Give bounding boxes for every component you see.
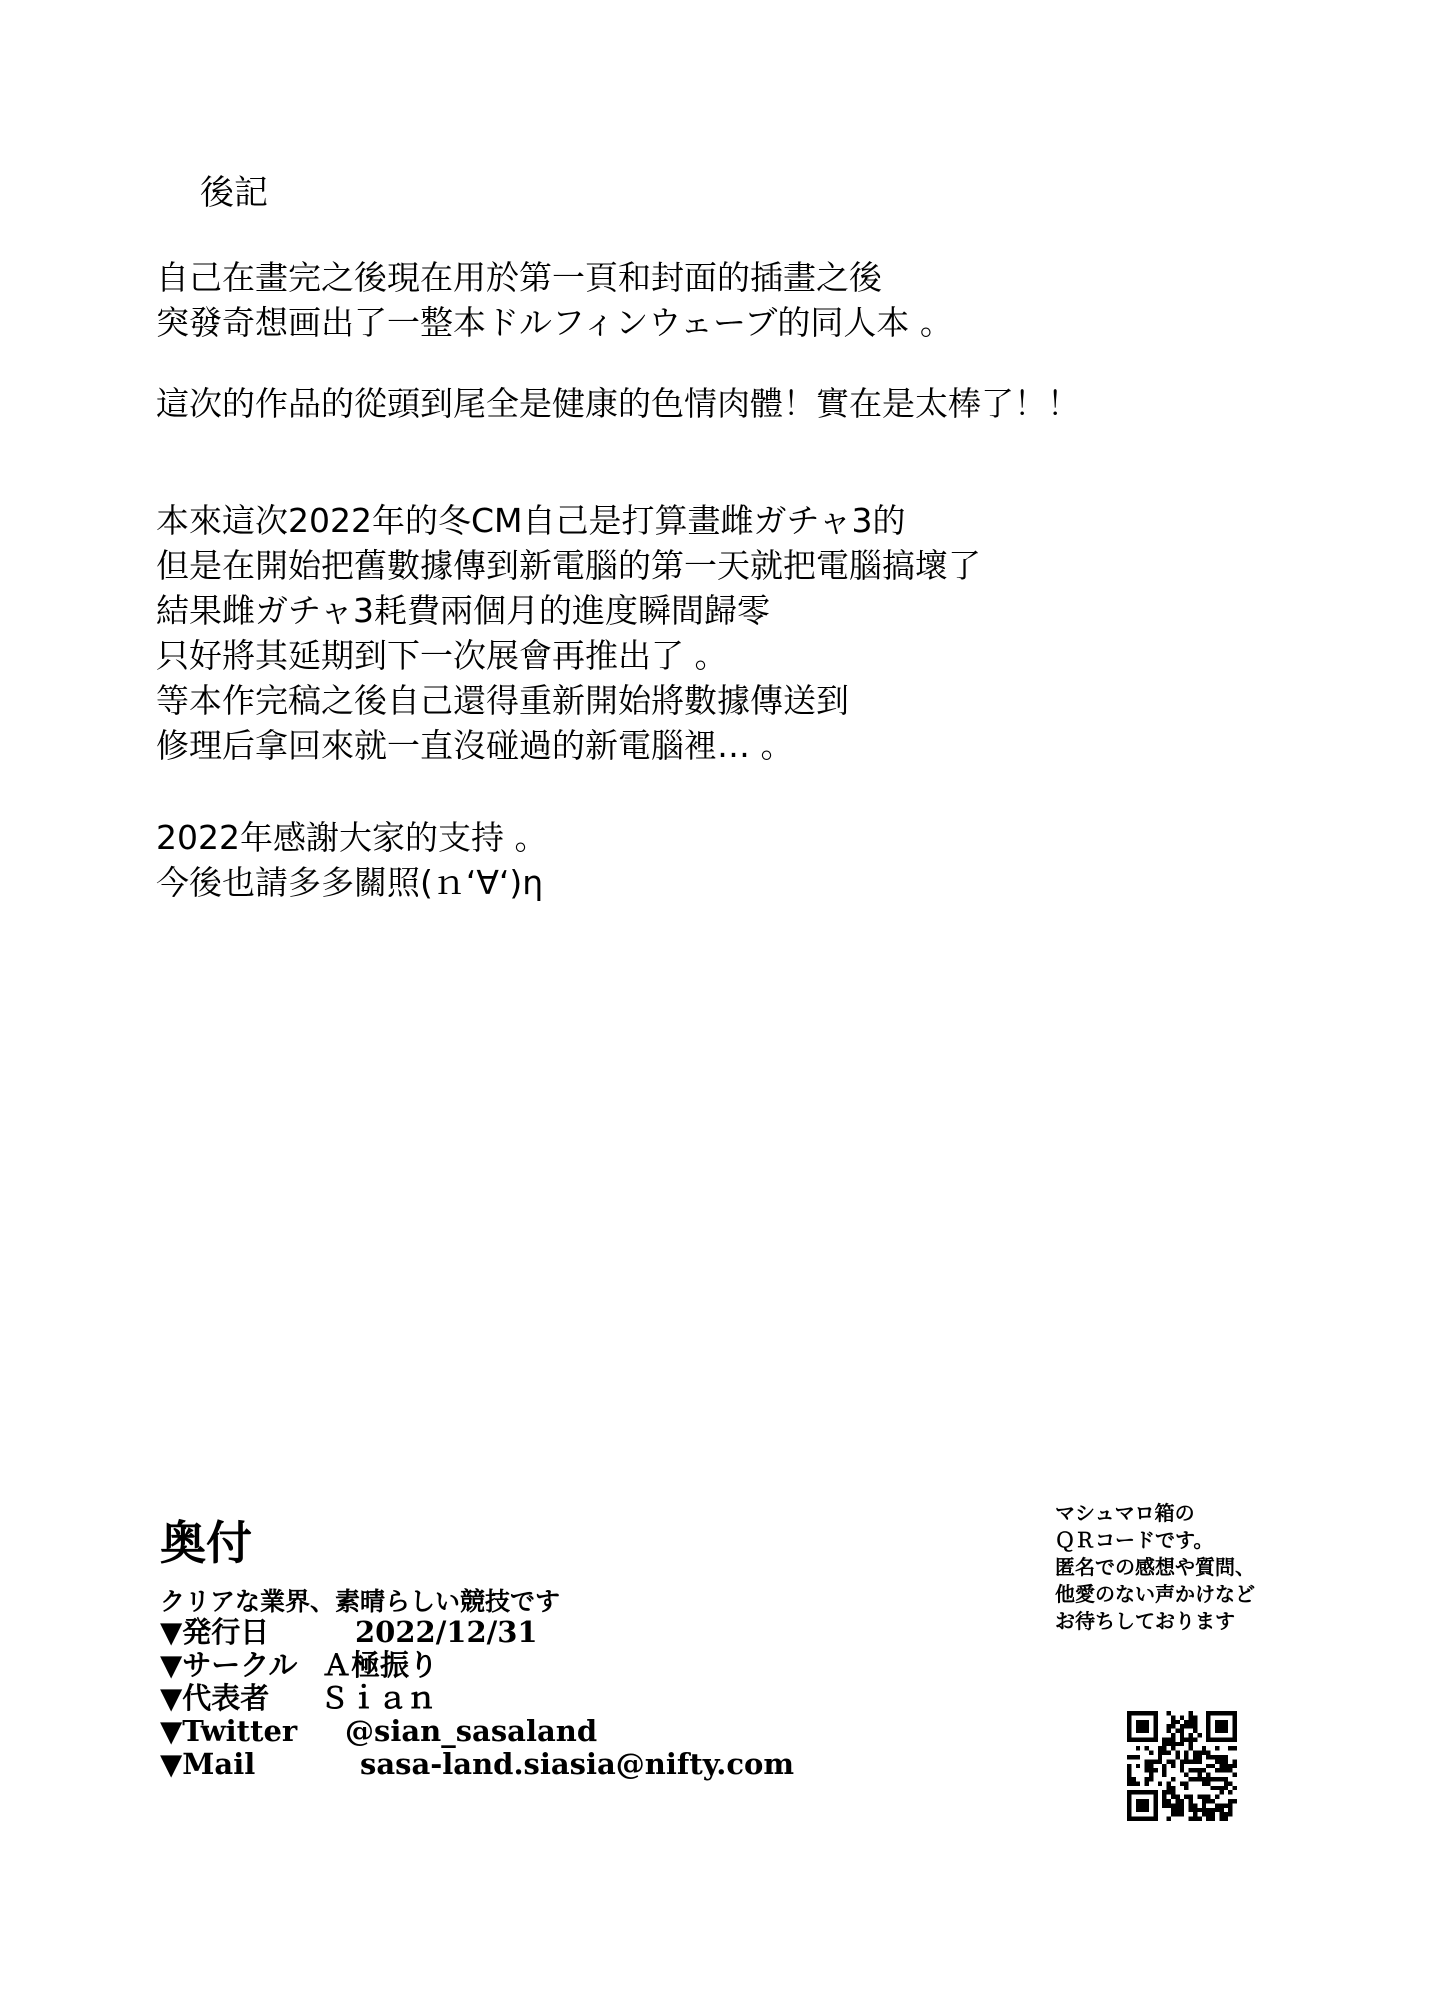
note-line: 匿名での感想や質問、: [1055, 1555, 1255, 1579]
colophon-label: ▼Twitter: [160, 1714, 298, 1748]
afterword-heading: 後記: [200, 173, 268, 213]
afterword-line: 這次的作品的從頭到尾全是健康的色情肉體！實在是太棒了！！: [156, 384, 1080, 423]
note-line: マシュマロ箱の: [1055, 1501, 1195, 1525]
note-line: ＱＲコードです。: [1055, 1528, 1214, 1552]
note-line: お待ちしております: [1055, 1609, 1235, 1633]
qr-code-graphic: [1127, 1711, 1237, 1821]
afterword-paragraph-4: [156, 815, 547, 905]
colophon-label: ▼代表者: [160, 1681, 270, 1715]
afterword-line: 修理后拿回來就一直沒碰過的新電腦裡… 。: [156, 726, 794, 765]
colophon-title: 奥付: [160, 1516, 252, 1570]
colophon-book-title: クリアな業界、素晴らしい競技です: [160, 1587, 561, 1616]
afterword-line: 只好將其延期到下一次展會再推出了 。: [156, 636, 728, 675]
afterword-line: 但是在開始把舊數據傳到新電腦的第一天就把電腦搞壞了: [156, 546, 981, 585]
afterword-paragraph-2: [156, 381, 1080, 426]
colophon-label: ▼発行日: [160, 1615, 270, 1649]
colophon-label: ▼Mail: [160, 1747, 256, 1781]
afterword-paragraph-3: [156, 498, 981, 768]
note-line: 他愛のない声かけなど: [1055, 1582, 1255, 1606]
afterword-line: 今後也請多多關照(ｎ‘∀‘)η: [156, 863, 544, 902]
afterword-line: 本來這次2022年的冬CM自己是打算畫雌ガチャ3的: [156, 501, 906, 540]
afterword-paragraph-1: [156, 255, 953, 345]
afterword-line: 結果雌ガチャ3耗費兩個月的進度瞬間歸零: [156, 591, 771, 630]
afterword-line: 突發奇想画出了一整本ドルフィンウェーブ的同人本 。: [156, 303, 953, 342]
colophon-value: Ｓｉａｎ: [320, 1681, 437, 1715]
colophon-value: sasa-land.siasia@nifty.com: [360, 1747, 795, 1781]
marshmallow-note: [1055, 1500, 1255, 1635]
colophon-label: ▼サークル: [160, 1648, 298, 1682]
afterword-line: 等本作完稿之後自己還得重新開始將數據傳送到: [156, 681, 849, 720]
qr-code-icon[interactable]: [1127, 1711, 1237, 1821]
afterword-line: 2022年感謝大家的支持 。: [156, 818, 548, 857]
colophon-value: Ａ極振り: [322, 1648, 439, 1682]
afterword-line: 自己在畫完之後現在用於第一頁和封面的插畫之後: [156, 258, 882, 297]
colophon-value: 2022/12/31: [355, 1615, 538, 1649]
colophon-value: @sian_sasaland: [345, 1714, 598, 1748]
